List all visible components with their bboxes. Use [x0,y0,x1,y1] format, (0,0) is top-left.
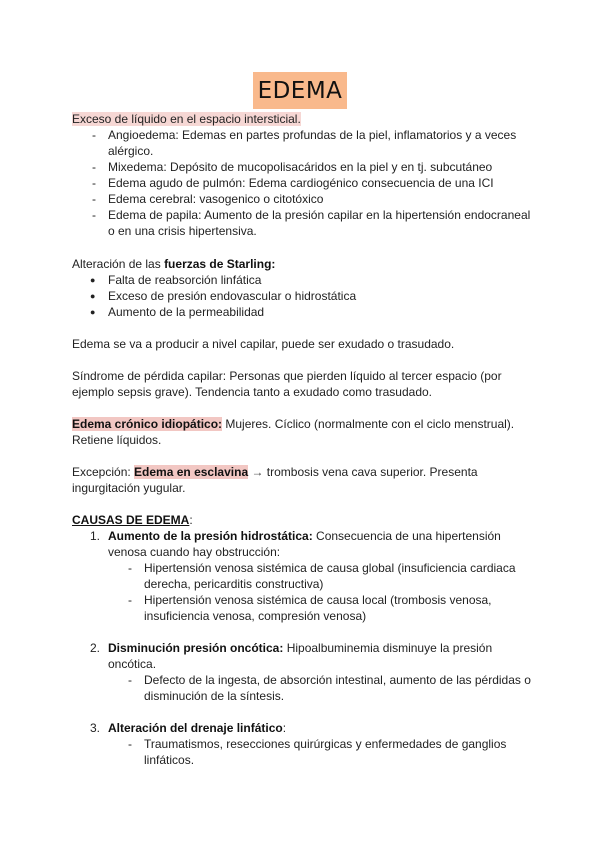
list-item: - Hipertensión venosa sistémica de causa local (trombosis venosa, insuficiencia venosa, compresión venosa) [72,592,532,624]
list-item: ● Exceso de presión endovascular o hidrostática [72,288,532,304]
starling-section [72,256,532,320]
list-item: - Angioedema: Edemas en partes profundas de la piel, inflamatorios y a veces alérgico. [72,127,532,159]
cronico-bold: Edema crónico idiopático: [72,417,223,431]
excepcion-text: trombosis vena cava superior. Presenta ingurgitación yugular. [72,465,478,495]
arrow-icon: → [251,465,264,479]
list-item [72,720,532,736]
list-item: - Traumatismos, resecciones quirúrgicas y enfermedades de ganglios linfáticos. [72,736,532,768]
item-text: Consecuencia de una hipertensión venosa cuando hay obstrucción: [108,529,501,559]
item-bold: Disminución presión oncótica: [108,641,284,655]
causas-colon: : [189,513,193,527]
excepcion-prefix: Excepción: [72,465,135,479]
list-item: - Edema cerebral: vasogenico o citotóxico [72,191,532,207]
types-list [72,127,532,239]
excepcion-bold: Edema en esclavina [134,465,249,479]
list-item: ● Aumento de la permeabilidad [72,304,532,320]
list-item [72,528,532,560]
list-item: - Defecto de la ingesta, de absorción intestinal, aumento de las pérdidas o disminución de la síntesis. [72,672,532,704]
starling-heading [72,256,532,272]
para-capilar: Edema se va a producir a nivel capilar, puede ser exudado o trasudado. [72,337,455,351]
item-number: 2. [90,641,101,655]
causas-section [72,512,532,768]
item-text: : [282,721,287,735]
causas-heading-text: CAUSAS DE EDEMA [72,513,190,527]
item-text: Hipoalbuminemia disminuye la presión oncótica. [108,641,493,671]
list-item: ● Falta de reabsorción linfática [72,272,532,288]
cronico-text: Mujeres. Cíclico (normalmente con el ciclo menstrual). Retiene líquidos. [72,417,515,447]
list-item: - Mixedema: Depósito de mucopolisacáridos en la piel y en tj. subcutáneo [72,159,532,175]
list-item: - Edema de papila: Aumento de la presión capilar en la hipertensión endocraneal o en una crisis hipertensiva. [72,207,532,239]
page-title: EDEMA [253,72,348,109]
list-item: - Edema agudo de pulmón: Edema cardiogénico consecuencia de una ICI [72,175,532,191]
causas-list [72,720,532,736]
sub-list [72,672,532,704]
causas-heading [72,512,532,528]
para-sindrome: Síndrome de pérdida capilar: Personas que pierden líquido al tercer espacio (por ejemplo sepsis grave). Tendencia tanto a exudado como trasudado. [72,369,502,399]
excepcion-paragraph [72,464,532,496]
item-number: 3. [90,721,101,735]
item-number: 1. [90,529,101,543]
cronico-paragraph [72,416,532,448]
intro-section [72,111,532,239]
list-item [72,640,532,672]
item-bold: Aumento de la presión hidrostática: [108,529,313,543]
starling-bold: fuerzas de Starling: [164,257,276,271]
sub-list [72,560,532,624]
intro-text: Exceso de líquido en el espacio intersticial. [72,112,301,126]
causas-list [72,640,532,672]
sub-list [72,736,532,768]
item-bold: Alteración del drenaje linfático [108,721,283,735]
starling-prefix: Alteración de las [72,257,165,271]
list-item: - Hipertensión venosa sistémica de causa global (insuficiencia cardiaca derecha, pericarditis constructiva) [72,560,532,592]
title-container [0,72,600,109]
starling-list [72,272,532,320]
causas-list [72,528,532,560]
